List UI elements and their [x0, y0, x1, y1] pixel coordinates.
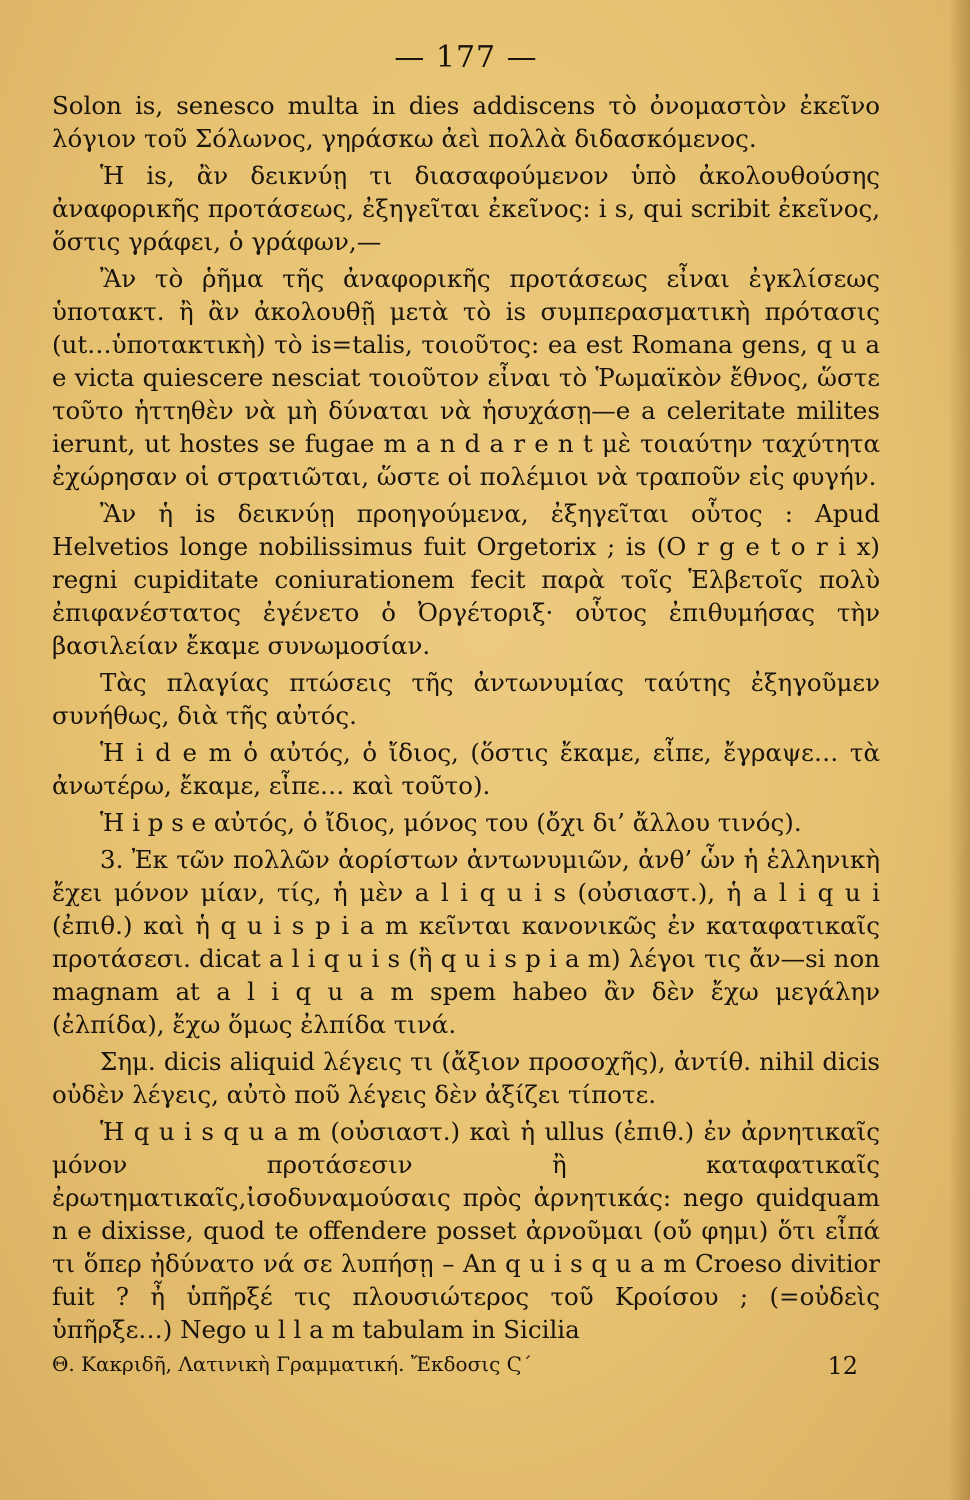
- body-text: [52, 89, 880, 1346]
- paragraph-5: Τὰς πλαγίας πτώσεις τῆς ἀντωνυμίας ταύτης ἐξηγοῦμεν συνήθως, διὰ τῆς αὐτός.: [52, 668, 880, 730]
- paragraph-10: Ἡ q u i s q u a m (οὐσιαστ.) καὶ ἡ ullus (ἐπιθ.) ἐν ἀρνητικαῖς μόνον προτάσεσιν ἢ καταφατικαῖς ἐρωτηματικαῖς,ἰσοδυναμούσαις πρὸς ἀρνητικάς: nego quidquam n e dixisse, quod te offendere posset ἀρνοῦμαι (οὔ φημι) ὅτι εἶπά τι ὅπερ ἠδύνατο νά σε λυπήσῃ – An q u i s q u a m Croeso divitior fuit ? ἦ ὑπῆρξέ τις πλουσιώτερος τοῦ Κροίσου ; (=οὐδεὶς ὑπῆρξε…) Nego u l l a m tabulam in Sicilia: [52, 1117, 880, 1344]
- paragraph-3: Ἂν τὸ ῥῆμα τῆς ἀναφορικῆς προτάσεως εἶναι ἐγκλίσεως ὑποτακτ. ἢ ἂν ἀκολουθῇ μετὰ τὸ is συμπερασματικὴ πρότασις (ut…ὑποτακτικὴ) τὸ is=talis, τοιοῦτος: ea est Romana gens, q u a e victa quiescere nesciat τοιοῦτον εἶναι τὸ Ῥωμαϊκὸν ἔθνος, ὥστε τοῦτο ἡττηθὲν νὰ μὴ δύναται νὰ ἡσυχάσῃ—e a celeritate milites ierunt, ut hostes se fugae m a n d a r e n t μὲ τοιαύτην ταχύτητα ἐχώρησαν οἱ στρατιῶται, ὥστε οἱ πολέμιοι νὰ τραποῦν εἰς φυγήν.: [52, 264, 880, 491]
- page-edge-shadow: [948, 0, 970, 1500]
- paragraph-8: 3. Ἐκ τῶν πολλῶν ἀορίστων ἀντωνυμιῶν, ἀνθ’ ὧν ἡ ἑλληνικὴ ἔχει μόνον μίαν, τίς, ἡ μὲν a l i q u i s (οὐσιαστ.), ἡ a l i q u i (ἐπιθ.) καὶ ἡ q u i s p i a m κεῖνται κανονικῶς ἐν καταφατικαῖς προτάσεσι. dicat a l i q u i s (ἢ q u i s p i a m) λέγοι τις ἄν—si non magnam at a l i q u a m spem habeo ἂν δὲν ἔχω μεγάλην (ἐλπίδα), ἔχω ὅμως ἐλπίδα τινά.: [52, 845, 880, 1039]
- paragraph-1: Solon is, senesco multa in dies addiscens τὸ ὀνομαστὸν ἐκεῖνο λόγιον τοῦ Σόλωνος, γηράσκω ἀεὶ πολλὰ διδασκόμενος.: [52, 91, 880, 153]
- paragraph-7: Ἡ i p s e αὐτός, ὁ ἴδιος, μόνος του (ὄχι δι’ ἄλλου τινός).: [100, 808, 802, 837]
- paragraph-4: Ἂν ἡ is δεικνύῃ προηγούμενα, ἐξηγεῖται οὗτος : Apud Helvetios longe nobilissimus fuit Orgetorix ; is (O r g e t o r i x) regni cupiditate coniurationem fecit παρὰ τοῖς Ἑλβετοῖς πολὺ ἐπιφανέστατος ἐγένετο ὁ Ὀργέτοριξ· οὗτος ἐπιθυμήσας τὴν βασιλείαν ἔκαμε συνωμοσίαν.: [52, 499, 880, 660]
- page-footer: [52, 1352, 858, 1380]
- paragraph-6: Ἡ i d e m ὁ αὐτός, ὁ ἴδιος, (ὅστις ἔκαμε, εἶπε, ἔγραψε… τὰ ἀνωτέρω, ἔκαμε, εἶπε… καὶ τοῦτο).: [52, 738, 880, 800]
- signature-folio: 12: [827, 1352, 858, 1380]
- page-number: — 177 —: [394, 40, 538, 75]
- paragraph-9: Σημ. dicis aliquid λέγεις τι (ἄξιον προσοχῆς), ἀντίθ. nihil dicis οὐδὲν λέγεις, αὐτὸ ποῦ λέγεις δὲν ἀξίζει τίποτε.: [52, 1047, 880, 1109]
- signature-line: Θ. Κακριδῆ, Λατινικὴ Γραμματική. Ἔκδοσις Ϛ΄: [52, 1352, 532, 1376]
- paragraph-2: Ἡ is, ἂν δεικνύῃ τι διασαφούμενον ὑπὸ ἀκολουθούσης ἀναφορικῆς προτάσεως, ἐξηγεῖται ἐκεῖνος: i s, qui scribit ἐκεῖνος, ὅστις γράφει, ὁ γράφων,—: [52, 161, 880, 256]
